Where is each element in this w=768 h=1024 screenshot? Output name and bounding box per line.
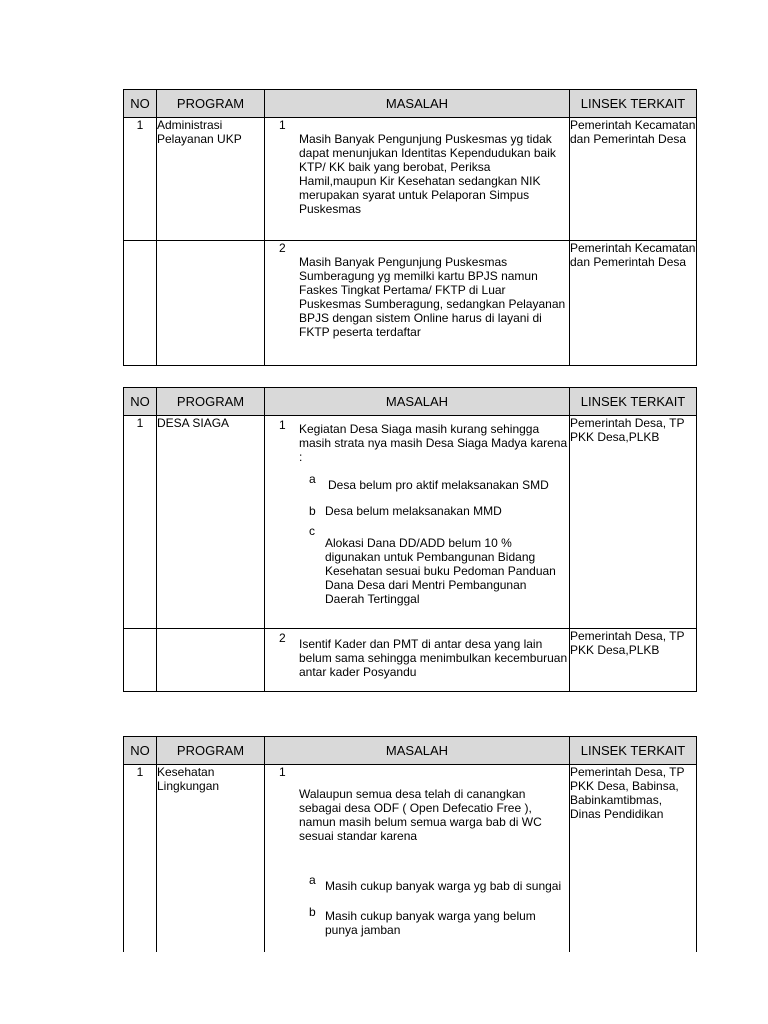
masalah-text: Masih Banyak Pengunjung Puskesmas yg tidak dapat menunjukan Identitas Kependudukan baik KTP/ KK baik yang berobat, Periksa Hamil,maupun Kir Kesehatan sedangkan NIK merupakan syarat untuk Pelaporan Simpus Puskesmas xyxy=(299,132,556,216)
header-linsek: LINSEK TERKAIT xyxy=(570,737,697,765)
header-no: NO xyxy=(124,737,157,765)
cell-masalah xyxy=(265,118,570,241)
header-linsek: LINSEK TERKAIT xyxy=(570,388,697,416)
table-header-row xyxy=(124,90,697,118)
cell-no xyxy=(124,629,157,692)
sub-label: a xyxy=(309,472,316,486)
sub-label: b xyxy=(309,504,316,518)
cell-linsek: Pemerintah Kecamatan dan Pemerintah Desa xyxy=(570,118,697,241)
header-masalah: MASALAH xyxy=(265,388,570,416)
masalah-text: Masih Banyak Pengunjung Puskesmas Sumberagung yg memilki kartu BPJS namun Faskes Tingkat Pertama/ FKTP di Luar Puskesmas Sumberagung, sedangkan Pelayanan BPJS dengan sistem Online harus di layani di FKTP peserta terdaftar xyxy=(299,255,566,339)
header-no: NO xyxy=(124,388,157,416)
masalah-number: 1 xyxy=(279,118,286,132)
cell-masalah xyxy=(265,416,570,629)
cell-no xyxy=(124,241,157,366)
cell-linsek: Pemerintah Kecamatan dan Pemerintah Desa xyxy=(570,241,697,366)
table-header-row xyxy=(124,388,697,416)
header-program: PROGRAM xyxy=(157,388,265,416)
cell-program xyxy=(157,629,265,692)
cell-linsek: Pemerintah Desa, TP PKK Desa, Babinsa, Babinkamtibmas, Dinas Pendidikan xyxy=(570,765,697,952)
sub-text: Masih cukup banyak warga yg bab di sungai xyxy=(325,879,562,893)
sub-text: Desa belum pro aktif melaksanakan SMD xyxy=(328,478,549,492)
masalah-number: 1 xyxy=(279,765,286,779)
sub-item xyxy=(265,504,569,518)
cell-masalah xyxy=(265,241,570,366)
table-row xyxy=(124,416,697,629)
sub-item xyxy=(265,472,569,492)
header-program: PROGRAM xyxy=(157,737,265,765)
sub-text: Masih cukup banyak warga yang belum punya jamban xyxy=(325,909,536,937)
sub-item xyxy=(265,873,569,893)
sub-text: Alokasi Dana DD/ADD belum 10 % digunakan untuk Pembangunan Bidang Kesehatan sesuai buku Pedoman Panduan Dana Desa dari Mentri Pembangunan Daerah Tertinggal xyxy=(325,536,556,606)
masalah-number: 1 xyxy=(279,418,286,432)
sub-label: b xyxy=(309,905,316,919)
masalah-text: Walaupun semua desa telah di canangkan sebagai desa ODF ( Open Defecatio Free ), namun masih belum semua warga bab di WC sesuai standar karena xyxy=(299,787,542,843)
cell-no: 1 xyxy=(124,416,157,629)
cell-program xyxy=(157,241,265,366)
table-row xyxy=(124,765,697,952)
cell-masalah xyxy=(265,629,570,692)
cell-program: Kesehatan Lingkungan xyxy=(157,765,265,952)
cell-no: 1 xyxy=(124,765,157,952)
sub-item xyxy=(265,905,569,937)
cell-program: DESA SIAGA xyxy=(157,416,265,629)
cell-linsek: Pemerintah Desa, TP PKK Desa,PLKB xyxy=(570,629,697,692)
cell-no: 1 xyxy=(124,118,157,241)
masalah-number: 2 xyxy=(279,241,286,255)
table-row xyxy=(124,118,697,241)
masalah-text: Kegiatan Desa Siaga masih kurang sehingga masih strata nya masih Desa Siaga Madya karena : xyxy=(299,422,568,464)
table-administrasi xyxy=(123,89,697,366)
table-kesehatan-lingkungan xyxy=(123,736,697,952)
table-row xyxy=(124,629,697,692)
table-desa-siaga xyxy=(123,387,697,692)
header-program: PROGRAM xyxy=(157,90,265,118)
header-masalah: MASALAH xyxy=(265,737,570,765)
table-header-row xyxy=(124,737,697,765)
table-row xyxy=(124,241,697,366)
header-no: NO xyxy=(124,90,157,118)
masalah-text: Isentif Kader dan PMT di antar desa yang lain belum sama sehingga menimbulkan kecemburuan antar kader Posyandu xyxy=(299,637,568,679)
sub-text: Desa belum melaksanakan MMD xyxy=(325,504,502,518)
header-linsek: LINSEK TERKAIT xyxy=(570,90,697,118)
header-masalah: MASALAH xyxy=(265,90,570,118)
cell-masalah xyxy=(265,765,570,952)
cell-linsek: Pemerintah Desa, TP PKK Desa,PLKB xyxy=(570,416,697,629)
sub-label: a xyxy=(309,873,316,887)
sub-label: c xyxy=(309,524,315,538)
masalah-number: 2 xyxy=(279,631,286,645)
sub-item xyxy=(265,524,569,606)
cell-program: Administrasi Pelayanan UKP xyxy=(157,118,265,241)
